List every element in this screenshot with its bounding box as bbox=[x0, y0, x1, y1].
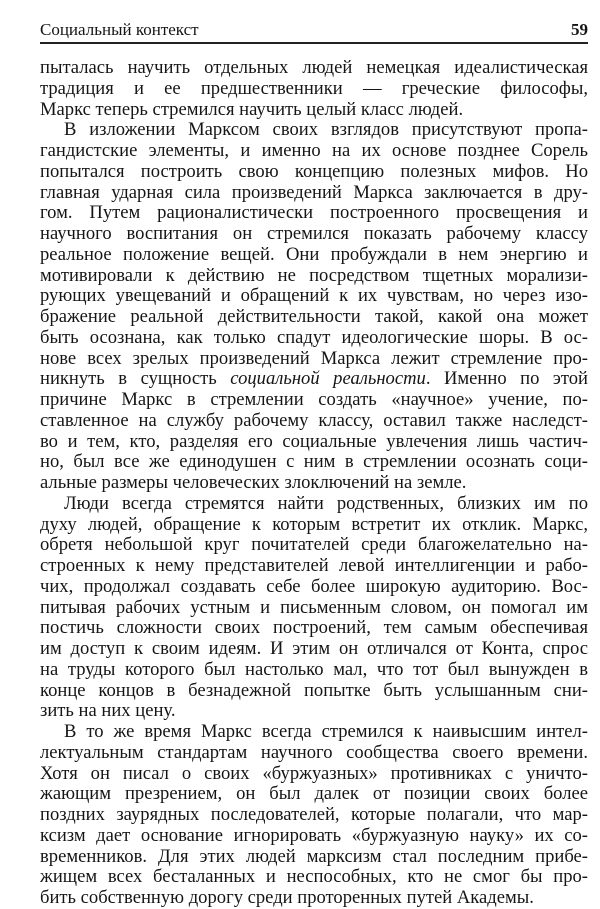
page-body bbox=[40, 58, 588, 909]
text-line: чих, продолжал создавать себе более широкую аудиторию. Вос- bbox=[40, 575, 588, 597]
text-line: жающим презрением, он был далек от позиции своих более bbox=[40, 783, 588, 805]
text-line: В изложении Марксом своих взглядов присутствуют пропа- bbox=[64, 119, 588, 141]
text-line: лектуальным стандартам научного сообщества своего времени. bbox=[40, 741, 588, 763]
paragraph bbox=[40, 58, 588, 120]
text-line: пыталась научить отдельных людей немецкая идеалистическая bbox=[40, 57, 588, 78]
text-line: гандистские элементы, и именно на их основе позднее Сорель bbox=[40, 140, 588, 161]
text-line: обретя небольшой круг почитателей среди благожелательно на- bbox=[40, 534, 588, 556]
text-line: нове всех зрелых произведений Маркса лежит стремление про- bbox=[40, 347, 588, 369]
text-line: Маркс теперь стремился научить целый класс людей. bbox=[40, 98, 464, 120]
text-line: быть осознана, как только спадут идеологические шоры. В ос- bbox=[40, 326, 588, 348]
paragraph bbox=[40, 494, 588, 722]
text-line: традиция и ее предшественники — греческие философы, bbox=[40, 77, 588, 99]
text-line: ксизм дает основание игнорировать «буржуазную науку» их со- bbox=[40, 824, 588, 846]
text-line bbox=[40, 369, 588, 390]
text-line: рующих увещеваний и обращений к их чувствам, но через изо- bbox=[40, 285, 588, 307]
text-line: временников. Для этих людей марксизм стал последним прибе- bbox=[40, 845, 588, 867]
text-line: во и тем, кто, разделяя его социальные увлечения лишь частич- bbox=[40, 430, 588, 452]
italic-phrase: социальной реальности bbox=[230, 368, 426, 390]
paragraph bbox=[40, 722, 588, 909]
text-line: поздних заурядных последователей, которые полагали, что мар- bbox=[40, 804, 588, 825]
text-line: Люди всегда стремятся найти родственных, близких им по bbox=[64, 492, 588, 514]
text-line: главная ударная сила произведений Маркса заключается в дру- bbox=[40, 181, 588, 203]
text-line: причине Маркс в стремлении создать «научное» учение, по- bbox=[40, 389, 588, 410]
text-line: зить на них цену. bbox=[40, 700, 176, 722]
text-line: альные размеры человеческих злоключений на земле. bbox=[40, 472, 467, 493]
text-line: жищем всех бесталанных и неспособных, кто не смог бы про- bbox=[40, 866, 588, 888]
text-line: гом. Путем рационалистически построенного просвещения и bbox=[40, 202, 588, 224]
text-line: бить собственную дорогу среди проторенных путей Академы. bbox=[40, 887, 534, 908]
running-title: Социальный контекст bbox=[40, 20, 199, 39]
text-line: научного воспитания он стремился показать рабочему классу bbox=[40, 223, 588, 244]
text-line: строенных к нему представителей левой интеллигенции и рабо- bbox=[40, 555, 588, 576]
text-line: ставленное на службу рабочему классу, оставил также наследст- bbox=[40, 409, 588, 431]
text-line: на труды которого был настолько мал, что тот был вынужден в bbox=[40, 658, 588, 680]
text-line: но, был все же единодушен с ним в стремлении осознать соци- bbox=[40, 451, 588, 473]
text-line: реальное положение вещей. Они пробуждали в нем энергию и bbox=[40, 243, 588, 265]
page-number: 59 bbox=[571, 20, 588, 39]
text-line: им доступ к своим идеям. И этим он отличался от Конта, спрос bbox=[40, 638, 588, 659]
text-line: мотивировали к действию не посредством тщетных морализи- bbox=[40, 264, 588, 286]
text-line: духу людей, обращение к которым встретит их отклик. Маркс, bbox=[40, 513, 588, 535]
text-span: никнуть в сущность bbox=[40, 368, 231, 390]
text-span: . Именно по этой bbox=[425, 368, 588, 390]
text-line: постичь сложности своих построений, тем самым обеспечивая bbox=[40, 617, 588, 639]
text-line: конце концов в безнадежной попытке быть услышанным сни- bbox=[40, 679, 588, 701]
running-header bbox=[40, 18, 588, 44]
paragraph bbox=[40, 120, 588, 494]
text-line: попытался построить свою концепцию полезных мифов. Но bbox=[40, 160, 588, 182]
text-line: бражение реальной действительности такой, какой она может bbox=[40, 306, 588, 327]
text-line: Хотя он писал о своих «буржуазных» противниках с уничто- bbox=[40, 762, 588, 784]
text-line: питывая рабочих устным и письменным словом, он помогал им bbox=[40, 596, 588, 618]
text-line: В то же время Маркс всегда стремился к наивысшим интел- bbox=[64, 721, 588, 742]
